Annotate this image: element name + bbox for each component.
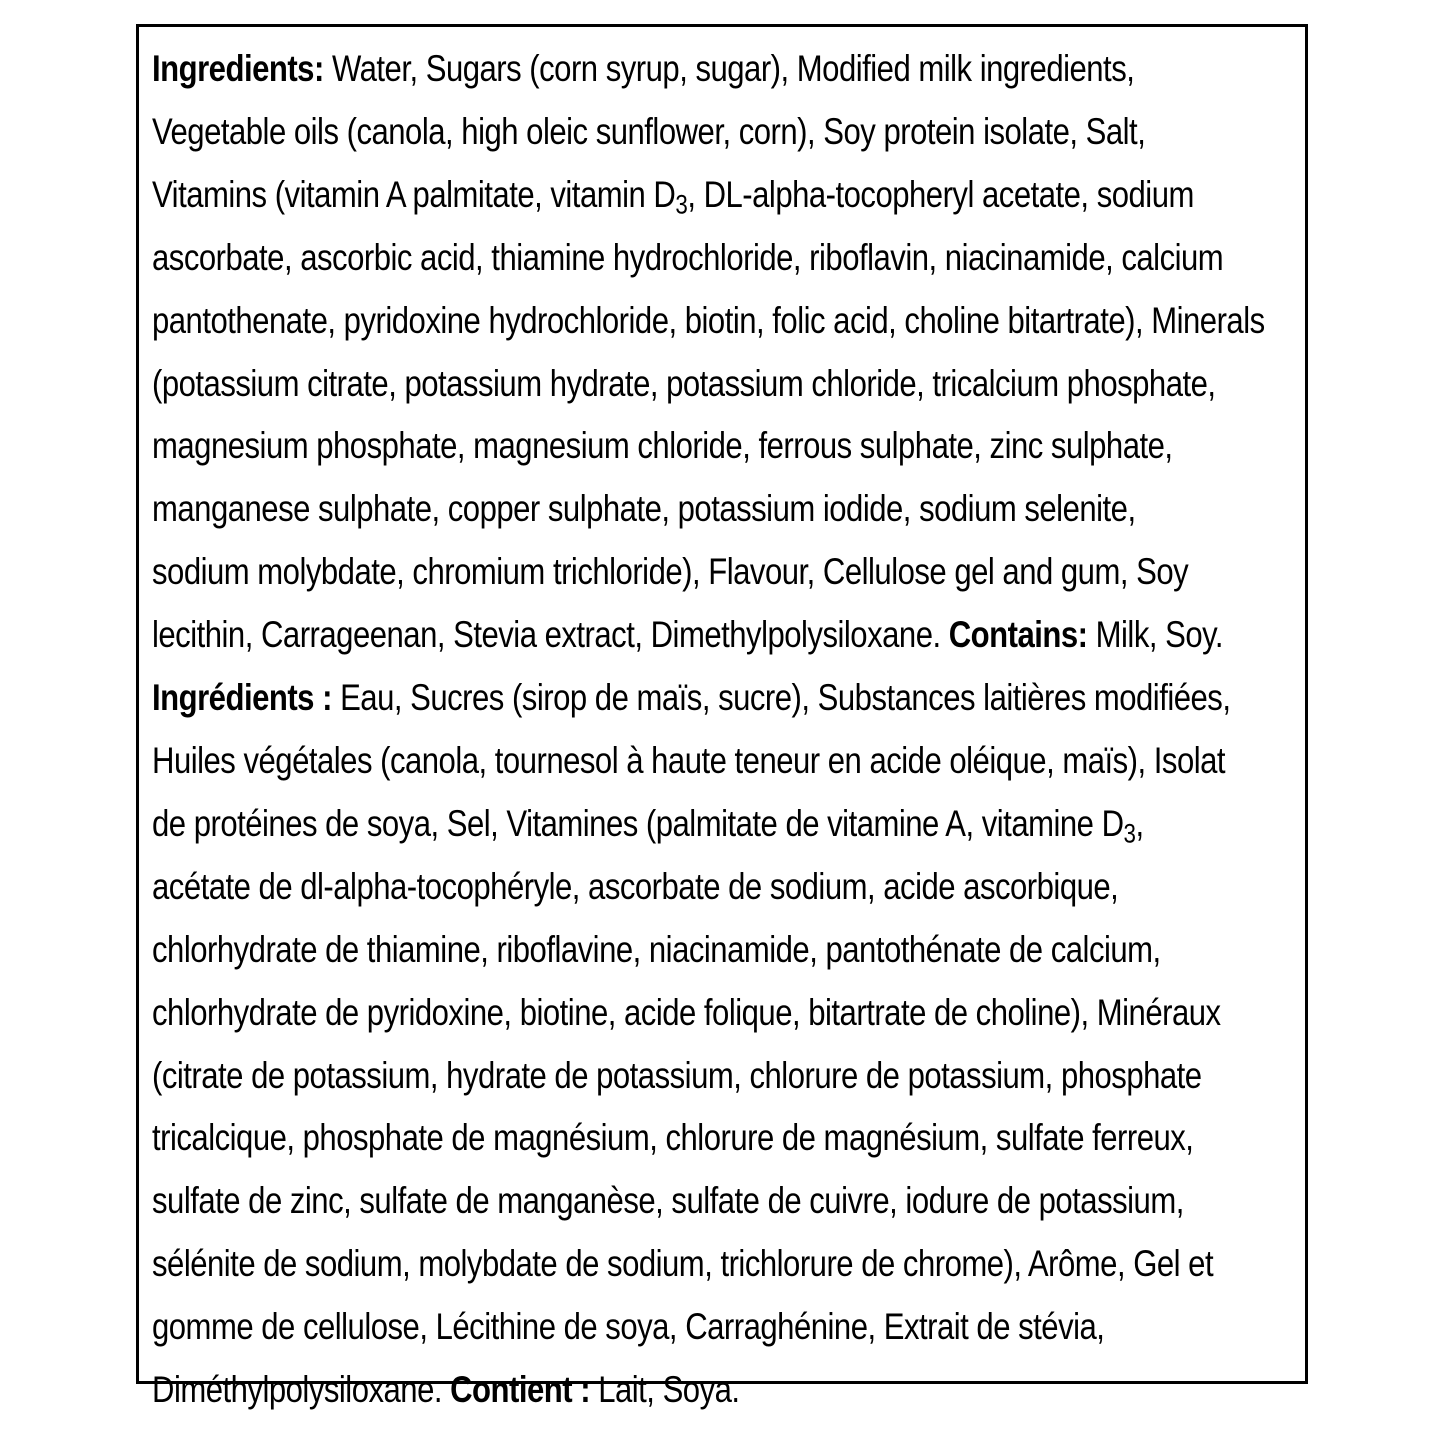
- fr-ingredients-heading: Ingrédients :: [152, 677, 332, 719]
- ingredients-label-box: [136, 24, 1308, 1411]
- fr-line-3: [152, 793, 1144, 856]
- fr-line-8: tricalcique, phosphate de magnésium, chlorure de magnésium, sulfate ferreux,: [152, 1117, 1194, 1159]
- fr-line-12-text: Diméthylpolysiloxane.: [152, 1369, 451, 1411]
- en-line-10: [152, 604, 1223, 667]
- fr-line-7: (citrate de potassium, hydrate de potassium, chlorure de potassium, phosphate: [152, 1054, 1202, 1096]
- en-contains-text: Milk, Soy.: [1087, 614, 1223, 656]
- en-line-9: sodium molybdate, chromium trichloride), Flavour, Cellulose gel and gum, Soy: [152, 551, 1189, 593]
- en-line-8: manganese sulphate, copper sulphate, potassium iodide, sodium selenite,: [152, 488, 1136, 530]
- en-line-3a: Vitamins (vitamin A palmitate, vitamin D: [152, 173, 676, 215]
- fr-vitamin-d-subscript: 3: [1123, 818, 1136, 849]
- fr-line-3a: de protéines de soya, Sel, Vitamines (palmitate de vitamine A, vitamine D: [152, 802, 1124, 844]
- en-line-6: (potassium citrate, potassium hydrate, potassium chloride, tricalcium phosphate,: [152, 362, 1216, 404]
- en-line-3b: , DL-alpha-tocopheryl acetate, sodium: [687, 173, 1194, 215]
- en-contains-heading: Contains:: [948, 614, 1088, 656]
- fr-line-10: sélénite de sodium, molybdate de sodium, trichlorure de chrome), Arôme, Gel et: [152, 1243, 1214, 1285]
- fr-line-4: acétate de dl-alpha-tocophéryle, ascorbate de sodium, acide ascorbique,: [152, 865, 1119, 907]
- fr-line-1-text: Eau, Sucres (sirop de maïs, sucre), Substances laitières modifiées,: [331, 677, 1231, 719]
- fr-line-6: chlorhydrate de pyridoxine, biotine, acide folique, bitartrate de choline), Minéraux: [152, 991, 1221, 1033]
- en-line-5: pantothenate, pyridoxine hydrochloride, biotin, folic acid, choline bitartrate), Minerals: [152, 299, 1265, 341]
- en-line-4: ascorbate, ascorbic acid, thiamine hydrochloride, riboflavin, niacinamide, calcium: [152, 236, 1224, 278]
- fr-line-11: gomme de cellulose, Lécithine de soya, Carraghénine, Extrait de stévia,: [152, 1306, 1105, 1348]
- fr-line-1: [152, 667, 1231, 730]
- fr-contains-text: Lait, Soya.: [590, 1369, 740, 1411]
- fr-line-5: chlorhydrate de thiamine, riboflavine, niacinamide, pantothénate de calcium,: [152, 928, 1161, 970]
- fr-contains-heading: Contient :: [450, 1369, 591, 1411]
- fr-line-9: sulfate de zinc, sulfate de manganèse, sulfate de cuivre, iodure de potassium,: [152, 1180, 1184, 1222]
- en-line-1: [152, 38, 1135, 101]
- en-ingredients-heading: Ingredients:: [152, 48, 324, 89]
- fr-line-3b: ,: [1135, 802, 1144, 844]
- en-line-10-text: lecithin, Carrageenan, Stevia extract, Dimethylpolysiloxane.: [152, 614, 949, 656]
- fr-line-12: [152, 1359, 1126, 1422]
- en-vitamin-d-subscript: 3: [675, 189, 688, 220]
- ingredients-text-block: [152, 38, 1312, 1422]
- en-line-3: [152, 164, 1194, 227]
- en-line-1-text: Water, Sugars (corn syrup, sugar), Modified milk ingredients,: [323, 48, 1135, 89]
- en-line-7: magnesium phosphate, magnesium chloride, ferrous sulphate, zinc sulphate,: [152, 425, 1173, 467]
- en-line-2: Vegetable oils (canola, high oleic sunflower, corn), Soy protein isolate, Salt,: [152, 110, 1146, 152]
- fr-line-2: Huiles végétales (canola, tournesol à haute teneur en acide oléique, maïs), Isolat: [152, 739, 1226, 781]
